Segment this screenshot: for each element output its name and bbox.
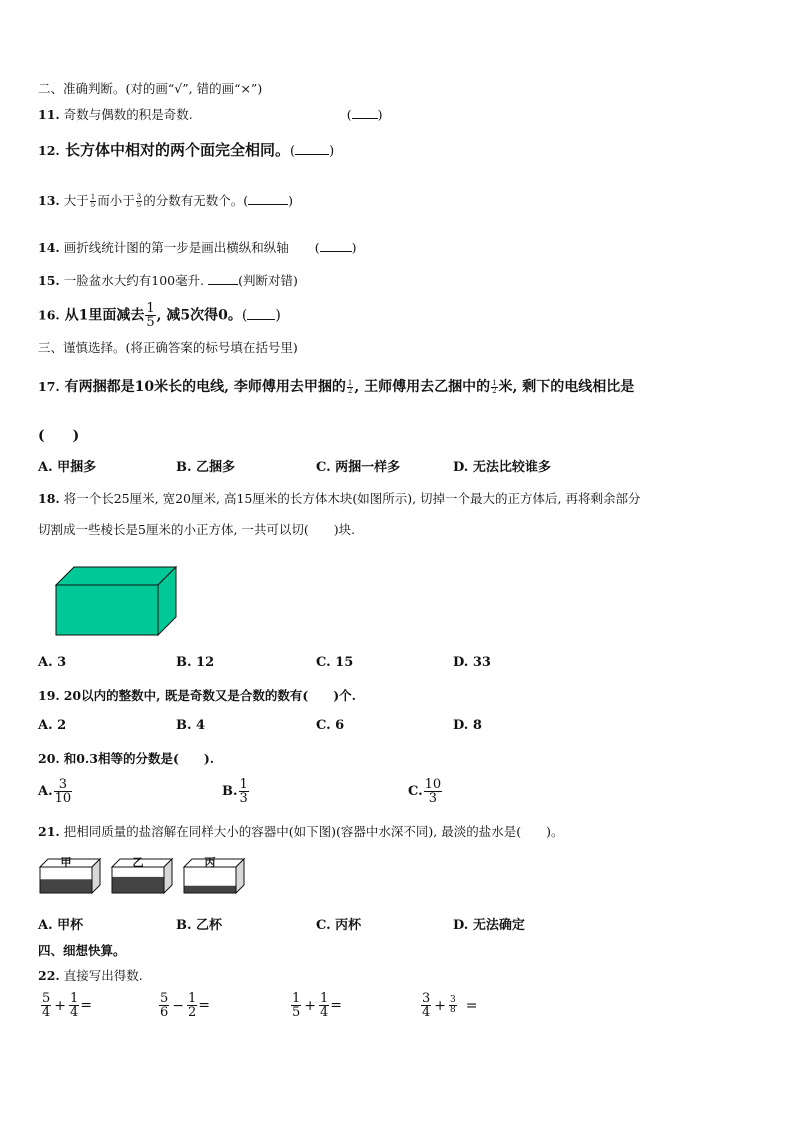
fraction: $\frac{1}{5}$ [90, 193, 96, 209]
answer-paren-open: ( [290, 144, 296, 159]
option-a[interactable]: A. 甲杯 [38, 918, 84, 933]
answer-blank[interactable] [295, 154, 329, 155]
answer-blank[interactable] [320, 251, 352, 252]
question-text-part: 从1里面减去 [64, 307, 145, 324]
option-d[interactable]: D. 无法比较谁多 [453, 460, 551, 475]
option-c[interactable]: C. 15 [316, 655, 354, 670]
answer-blank[interactable] [247, 319, 275, 320]
option-b[interactable]: B. 12 [176, 655, 215, 670]
option-c[interactable]: C. $\frac{10}{3}$ [408, 777, 442, 806]
fraction: $\frac{1}{2}$ [347, 378, 353, 395]
answer-paren-open: ( [346, 107, 352, 122]
fraction: $\frac{5}{4}$ [42, 991, 51, 1020]
question-text: 一脸盆水大约有100毫升. [63, 273, 205, 288]
container-1 [40, 856, 100, 893]
answer-paren-close: ) [275, 307, 281, 324]
question-15 [38, 271, 298, 289]
water-level [113, 877, 164, 893]
option-b[interactable]: B. 4 [176, 718, 206, 733]
question-text: 画折线统计图的第一步是画出横纵和纵轴 [63, 240, 289, 255]
option-b[interactable]: B. 乙杯 [176, 918, 223, 933]
expression-2: $\frac{5}{6}$ − $\frac{1}{2}$ = [160, 991, 211, 1020]
question-text: 20以内的整数中, 既是奇数又是合数的数有( )个. [63, 688, 357, 703]
fraction: $\frac{1}{3}$ [239, 777, 248, 806]
fraction: $\frac{1}{2}$ [492, 378, 497, 395]
question-18 [38, 489, 641, 507]
option-c[interactable]: C. 两捆一样多 [316, 460, 401, 475]
question-number: 11. [38, 107, 60, 122]
expression-1: $\frac{5}{4}$ + $\frac{1}{4}$ = [42, 991, 93, 1020]
fraction: $\frac{1}{2}$ [188, 991, 197, 1020]
option-c[interactable]: C. 6 [316, 718, 345, 733]
question-17 [38, 376, 634, 396]
question-number: 21. [38, 824, 60, 839]
question-text-part: , 王师傅用去乙捆中的 [354, 379, 491, 395]
section-heading-calc: 四、细想快算。 [38, 943, 126, 958]
question-text-part: 有两捆都是10米长的电线, 李师傅用去甲捆的 [64, 379, 346, 395]
fraction: $\frac{1}{4}$ [70, 991, 79, 1020]
container-2 [112, 856, 172, 893]
cuboid-top-face [56, 567, 176, 585]
fraction: $\frac{3}{10}$ [54, 777, 72, 806]
option-d[interactable]: D. 无法确定 [453, 918, 525, 933]
fraction: $\frac{10}{3}$ [424, 777, 442, 806]
option-d[interactable]: D. 8 [453, 718, 482, 733]
question-13 [38, 191, 293, 209]
container-label: 乙 [132, 856, 144, 869]
question-21 [38, 822, 563, 840]
question-22 [38, 966, 143, 984]
container-3 [184, 855, 244, 893]
question-number: 13. [38, 193, 60, 208]
option-d[interactable]: D. 33 [453, 655, 491, 670]
section-heading-judgment: 二、准确判断。(对的画“√”, 错的画“×”) [38, 81, 263, 96]
water-level [185, 886, 236, 893]
fraction: $\frac{1}{5}$ [146, 301, 155, 330]
option-a[interactable]: A. 3 [38, 655, 67, 670]
question-text: 把相同质量的盐溶解在同样大小的容器中(如下图)(容器中水深不同), 最淡的盐水是( )。 [63, 824, 564, 839]
answer-blank[interactable] [352, 118, 378, 119]
question-number: 19. [38, 688, 60, 703]
question-text-part: 的分数有无数个。 [143, 193, 244, 208]
question-text-part: , 减5次得0。 [156, 307, 242, 324]
question-number: 12. [38, 143, 60, 158]
water-level [41, 879, 92, 892]
question-text: 奇数与偶数的积是奇数. [63, 107, 193, 122]
answer-paren-close: ) [351, 240, 357, 255]
question-12 [38, 139, 334, 160]
question-number: 22. [38, 968, 60, 983]
question-number: 20. [38, 751, 60, 766]
cuboid-front-face [56, 585, 158, 635]
answer-paren[interactable]: ( ) [38, 428, 80, 444]
question-number: 17. [38, 379, 60, 394]
question-text-part: 米, 剩下的电线相比是 [498, 379, 635, 395]
fraction: $\frac{3}{5}$ [136, 193, 142, 209]
section-heading-choice: 三、谨慎选择。(将正确答案的标号填在括号里) [38, 340, 298, 355]
answer-paren-close: ) [377, 107, 383, 122]
fraction: $\frac{3}{8}$ [450, 995, 456, 1015]
option-a[interactable]: A. 甲捆多 [38, 460, 97, 475]
question-16 [38, 302, 281, 329]
answer-paren-close: ) [329, 144, 335, 159]
question-text: 直接写出得数. [63, 968, 143, 983]
fraction: $\frac{1}{4}$ [320, 991, 329, 1020]
question-20 [38, 749, 214, 767]
option-b[interactable]: B. $\frac{1}{3}$ [222, 777, 248, 806]
fraction: $\frac{1}{5}$ [292, 991, 301, 1020]
answer-paren-open: ( [243, 193, 249, 208]
question-number: 14. [38, 240, 60, 255]
container-label: 丙 [204, 856, 216, 869]
question-text-part: 而小于 [97, 193, 135, 208]
expression-3: $\frac{1}{5}$ + $\frac{1}{4}$ = [292, 991, 343, 1020]
question-suffix: (判断对错) [238, 273, 298, 288]
answer-paren-open: ( [241, 307, 248, 324]
option-c[interactable]: C. 丙杯 [316, 918, 362, 933]
answer-paren-close: ) [288, 193, 293, 208]
containers-figure [40, 855, 230, 903]
question-text-part: 大于 [63, 193, 89, 208]
question-number: 16. [38, 307, 60, 323]
fraction: $\frac{3}{4}$ [422, 991, 431, 1020]
question-number: 15. [38, 273, 60, 288]
question-14 [38, 238, 357, 256]
question-18-line2: 切割成一些棱长是5厘米的小正方体, 一共可以切( )块. [38, 522, 356, 537]
option-b[interactable]: B. 乙捆多 [176, 460, 236, 475]
question-text: 和0.3相等的分数是( ). [63, 751, 215, 766]
question-number: 18. [38, 491, 60, 506]
option-a[interactable]: A. $\frac{3}{10}$ [38, 777, 72, 806]
option-a[interactable]: A. 2 [38, 718, 67, 733]
question-text: 将一个长25厘米, 宽20厘米, 高15厘米的长方体木块(如图所示), 切掉一个最大的正方体后, 再将剩余部分 [63, 491, 641, 506]
question-19 [38, 686, 356, 704]
expression-4: $\frac{3}{4}$ + $\frac{3}{8}$ = [422, 991, 478, 1020]
fraction: $\frac{5}{6}$ [160, 991, 169, 1020]
question-text: 长方体中相对的两个面完全相同。 [64, 141, 290, 159]
container-label: 甲 [60, 856, 72, 869]
cuboid-figure [54, 565, 178, 637]
question-11 [38, 105, 382, 123]
answer-paren-open: ( [314, 240, 320, 255]
answer-blank[interactable] [248, 204, 288, 205]
answer-blank[interactable] [208, 284, 238, 285]
